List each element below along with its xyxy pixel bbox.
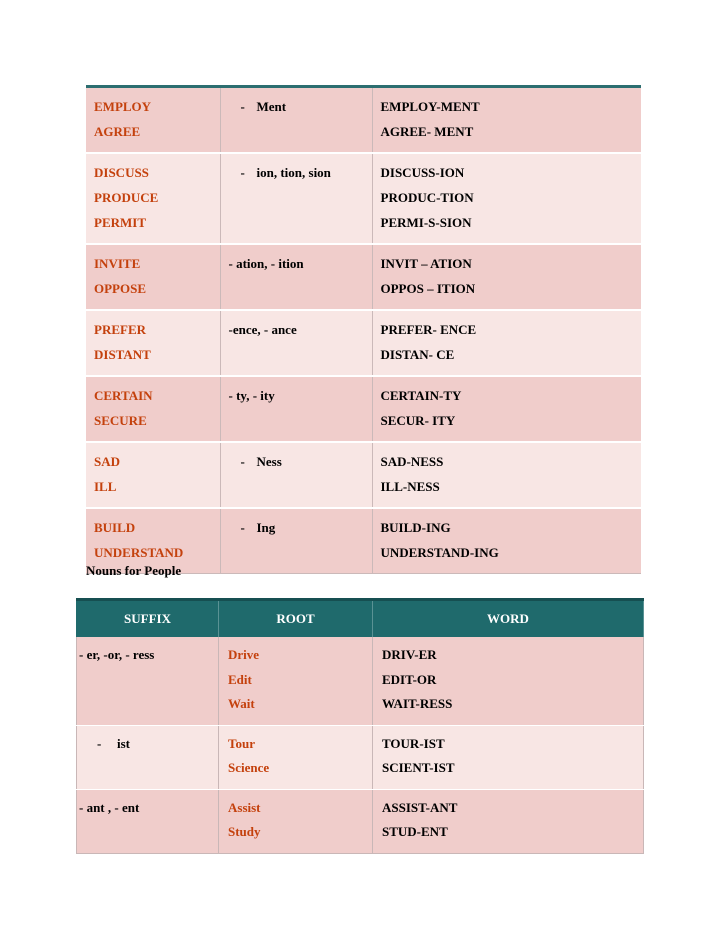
- table-row: [77, 637, 644, 725]
- table-row: [86, 310, 641, 376]
- result-words-cell: [372, 153, 641, 244]
- list-dash: -: [240, 520, 245, 535]
- list-dash: -: [240, 99, 245, 114]
- suffix-text: Ment: [256, 99, 287, 114]
- root-word: Drive: [228, 647, 260, 662]
- suffix-cell: [220, 508, 372, 574]
- root-words-cell: [86, 376, 220, 442]
- root-word: SAD: [94, 454, 121, 469]
- list-dash: -: [240, 165, 245, 180]
- suffix-text: Ness: [256, 454, 282, 469]
- suffix-cell: [220, 87, 372, 154]
- suffix-cell: [220, 376, 372, 442]
- result-word: DISCUSS-ION: [380, 165, 465, 180]
- suffix-cell: [220, 442, 372, 508]
- column-header-word: WORD: [373, 600, 644, 638]
- result-words-cell: [373, 789, 644, 853]
- result-word: SECUR- ITY: [380, 413, 456, 428]
- result-word: STUD-ENT: [382, 824, 448, 839]
- root-word: Science: [228, 760, 270, 775]
- root-words-cell: [219, 789, 373, 853]
- root-word: UNDERSTAND: [94, 545, 184, 560]
- root-word: INVITE: [94, 256, 141, 271]
- table-row: [86, 244, 641, 310]
- root-word: AGREE: [94, 124, 141, 139]
- result-words-cell: [372, 310, 641, 376]
- table-row: [86, 442, 641, 508]
- root-words-cell: [219, 637, 373, 725]
- result-word: PERMI-S-SION: [380, 215, 472, 230]
- result-word: CERTAIN-TY: [380, 388, 462, 403]
- table-row: [77, 789, 644, 853]
- result-words-cell: [373, 637, 644, 725]
- result-word: PREFER- ENCE: [380, 322, 477, 337]
- result-words-cell: [372, 244, 641, 310]
- suffix-table: [86, 85, 641, 574]
- result-word: DRIV-ER: [382, 647, 437, 662]
- suffix-text: ion, tion, sion: [256, 165, 331, 180]
- suffix-cell: [77, 789, 219, 853]
- table-header-row: [77, 600, 644, 638]
- result-word: AGREE- MENT: [380, 124, 474, 139]
- root-word: ILL: [94, 479, 117, 494]
- column-header-suffix: SUFFIX: [77, 600, 219, 638]
- result-word: UNDERSTAND-ING: [380, 545, 499, 560]
- suffix-text: ist: [117, 735, 130, 751]
- column-header-root: ROOT: [219, 600, 373, 638]
- root-word: Study: [228, 824, 261, 839]
- people-nouns-table: [76, 598, 644, 854]
- root-words-cell: [86, 310, 220, 376]
- root-word: SECURE: [94, 413, 147, 428]
- suffix-text: Ing: [256, 520, 276, 535]
- table-row: [86, 153, 641, 244]
- result-words-cell: [372, 87, 641, 154]
- suffix-text: - er, -or, - ress: [79, 647, 155, 662]
- root-word: Edit: [228, 671, 252, 687]
- suffix-text: - ty, - ity: [228, 388, 275, 403]
- suffix-text: - ant , - ent: [79, 799, 140, 815]
- root-words-cell: [86, 244, 220, 310]
- suffix-text: -ence, - ance: [228, 322, 297, 337]
- root-word: Assist: [228, 799, 261, 815]
- root-word: Wait: [228, 696, 255, 711]
- root-word: Tour: [228, 735, 255, 751]
- root-words-cell: [86, 442, 220, 508]
- result-word: WAIT-RESS: [382, 696, 453, 711]
- suffix-text: - ation, - ition: [228, 256, 304, 271]
- root-word: PRODUCE: [94, 190, 159, 205]
- root-words-cell: [86, 87, 220, 154]
- suffix-cell: [77, 637, 219, 725]
- result-word: OPPOS – ITION: [380, 281, 476, 296]
- root-word: EMPLOY: [94, 99, 152, 114]
- list-dash: -: [97, 735, 102, 751]
- suffix-cell: [220, 310, 372, 376]
- root-word: CERTAIN: [94, 388, 153, 403]
- result-word: ASSIST-ANT: [382, 799, 458, 815]
- result-words-cell: [373, 725, 644, 789]
- root-words-cell: [86, 153, 220, 244]
- root-word: DISTANT: [94, 347, 151, 362]
- section-heading: Nouns for People: [86, 563, 182, 578]
- root-words-cell: [219, 725, 373, 789]
- result-word: BUILD-ING: [380, 520, 451, 535]
- suffix-cell: [77, 725, 219, 789]
- result-word: SCIENT-IST: [382, 760, 455, 775]
- table-row: [77, 725, 644, 789]
- result-word: TOUR-IST: [382, 735, 445, 751]
- root-word: PERMIT: [94, 215, 146, 230]
- result-words-cell: [372, 376, 641, 442]
- root-word: PREFER: [94, 322, 146, 337]
- result-words-cell: [372, 508, 641, 574]
- result-word: EMPLOY-MENT: [380, 99, 480, 114]
- result-word: ILL-NESS: [380, 479, 440, 494]
- suffix-cell: [220, 244, 372, 310]
- list-dash: -: [240, 454, 245, 469]
- root-word: BUILD: [94, 520, 136, 535]
- result-words-cell: [372, 442, 641, 508]
- result-word: EDIT-OR: [382, 671, 437, 687]
- root-word: OPPOSE: [94, 281, 147, 296]
- result-word: INVIT – ATION: [380, 256, 472, 271]
- suffix-cell: [220, 153, 372, 244]
- result-word: SAD-NESS: [380, 454, 444, 469]
- result-word: PRODUC-TION: [380, 190, 474, 205]
- root-word: DISCUSS: [94, 165, 149, 180]
- result-word: DISTAN- CE: [380, 347, 455, 362]
- table-row: [86, 87, 641, 154]
- table-row: [86, 376, 641, 442]
